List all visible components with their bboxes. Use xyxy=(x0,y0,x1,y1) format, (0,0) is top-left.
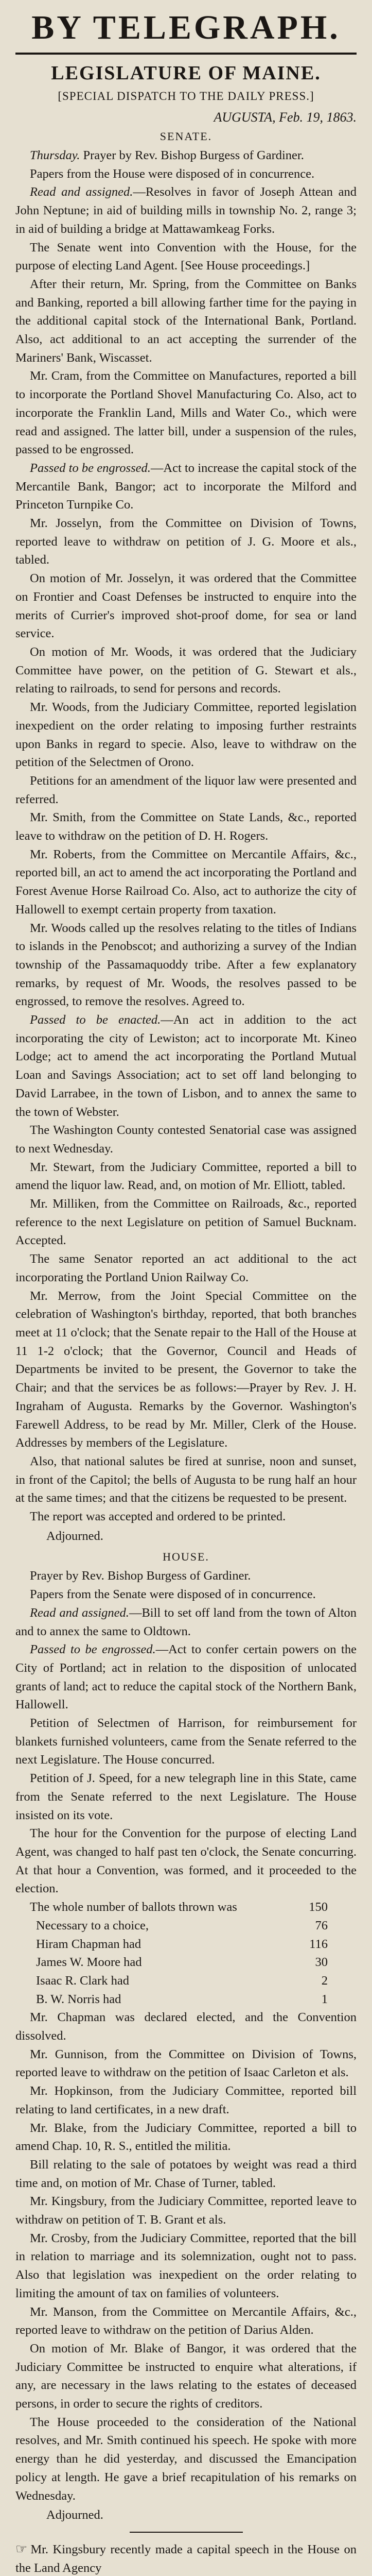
paragraph-text: Mr. Manson, from the Committee on Mercantile Affairs, &c., reported leave to withdraw on the petition of Darius Alden. xyxy=(15,2304,357,2337)
paragraph-text: On motion of Mr. Josselyn, it was ordered that the Committee on Frontier and Coast Defenses be instructed to enquire into the merits of Currier's improved shot-proof dome, for sea or land service. xyxy=(15,571,357,641)
paragraph-lead: Passed to be engrossed. xyxy=(30,461,151,475)
headline: LEGISLATURE OF MAINE. xyxy=(51,62,321,84)
proceedings-paragraph xyxy=(15,1769,357,1824)
paragraph-text: The Senate went into Convention with the House, for the purpose of electing Land Agent. [See House proceedings.] xyxy=(15,240,357,273)
proceedings-paragraph xyxy=(15,165,357,183)
proceedings-paragraph xyxy=(15,1121,357,1158)
pointing-hand-icon: ☞ xyxy=(15,2541,28,2556)
ballot-row xyxy=(15,1972,357,1990)
paragraph-text: Mr. Hopkinson, from the Judiciary Committee, reported bill relating to land certificates, in a new draft. xyxy=(15,2084,357,2116)
proceedings-paragraph xyxy=(15,367,357,459)
paragraph-text: Mr. Kingsbury, from the Judiciary Committee, reported leave to withdraw on petition of T. B. Grant et als. xyxy=(15,2194,357,2227)
proceedings-paragraph xyxy=(15,1195,357,1250)
paragraph-text: Prayer by Rev. Bishop Burgess of Gardiner. xyxy=(30,1569,251,1583)
ballot-row-label: Necessary to a choice, xyxy=(36,1918,149,1933)
house-proceedings-continued xyxy=(15,2008,357,2505)
paragraph-lead: Thursday. xyxy=(30,148,80,162)
paragraph-text: The Washington County contested Senatorial case was assigned to next Wednesday. xyxy=(15,1123,357,1156)
proceedings-paragraph xyxy=(15,183,357,238)
kingsbury-text: Mr. Kingsbury recently made a capital speech in the House on the Land Agency xyxy=(15,2543,357,2575)
ballot-row xyxy=(15,1953,357,1972)
dispatch-line: [SPECIAL DISPATCH TO THE DAILY PRESS.] xyxy=(58,90,314,103)
proceedings-paragraph xyxy=(15,1158,357,1195)
kingsbury-item xyxy=(15,2540,357,2576)
ballot-row-label: Isaac R. Clark had xyxy=(36,1973,129,1988)
proceedings-paragraph xyxy=(15,569,357,643)
ballot-row-label: James W. Moore had xyxy=(36,1955,142,1970)
paragraph-text: Mr. Crosby, from the Judiciary Committee, reported that the bill in relation to marriage and its solemnization, ought not to pass. Also that legislation was inexpedient on the order relating to limiting the amount of tax on families of volunteers. xyxy=(15,2231,357,2300)
proceedings-paragraph xyxy=(15,2192,357,2229)
proceedings-paragraph xyxy=(15,1452,357,1507)
proceedings-paragraph xyxy=(15,1640,357,1714)
paragraph-text: Mr. Blake, from the Judiciary Committee, reported a bill to amend Chap. 10, R. S., entitled the militia. xyxy=(15,2121,357,2154)
paragraph-text: The same Senator reported an act additional to the act incorporating the Portland Union Railway Co. xyxy=(15,1252,357,1284)
ballot-row-count: 30 xyxy=(315,1955,328,1970)
proceedings-paragraph xyxy=(15,643,357,698)
proceedings-paragraph xyxy=(15,2229,357,2303)
proceedings-paragraph xyxy=(15,1011,357,1121)
senate-proceedings xyxy=(15,146,357,1526)
proceedings-paragraph xyxy=(15,1287,357,1452)
proceedings-paragraph xyxy=(15,514,357,569)
senate-heading: SENATE. xyxy=(160,130,212,143)
paragraph-text: Mr. Cram, from the Committee on Manufactures, reported a bill to incorporate the Portland Shovel Manufacturing Co. Also, act to incorporate the Franklin Land, Mills and Water Co., which were read and assigned. The latter bill, under a suspension of the rules, passed to be engrossed. xyxy=(15,369,357,457)
house-proceedings xyxy=(15,1567,357,1898)
proceedings-paragraph xyxy=(15,772,357,808)
ballot-row-count: 2 xyxy=(321,1973,328,1988)
paragraph-text: The hour for the Convention for the purpose of electing Land Agent, was changed to half past ten o'clock, the Senate concurring. At that hour a Convention, was formed, and it proceeded to the election. xyxy=(15,1826,357,1896)
proceedings-paragraph xyxy=(15,2303,357,2340)
ballot-row-count: 1 xyxy=(321,1992,328,2006)
proceedings-paragraph xyxy=(15,2413,357,2505)
paragraph-text: Papers from the Senate were disposed of in concurrence. xyxy=(30,1587,316,1602)
paragraph-text: Mr. Josselyn, from the Committee on Division of Towns, reported leave to withdraw on petition of J. G. Moore et als., tabled. xyxy=(15,516,357,567)
ballot-row-label: B. W. Norris had xyxy=(36,1992,121,2006)
paragraph-text: Mr. Merrow, from the Joint Special Committee on the celebration of Washington's birthday, reported, that both branches meet at 11 o'clock; that the Senate repair to the Hall of the House at 11 1-2 o'clock; that the Governor, Council and Heads of Departments be invited to be present, the Governor to take the Chair; and that the services be as follows:—Prayer by Rev. J. H. Ingraham of Augusta. Remarks by the Governor. Washington's Farewell Address, to be read by Mr. Miller, Clerk of the House. Addresses by members of the Legislature. xyxy=(15,1289,357,1450)
proceedings-paragraph xyxy=(15,698,357,772)
paragraph-text: Mr. Stewart, from the Judiciary Committee, reported a bill to amend the liquor law. Read, and, on motion of Mr. Elliott, tabled. xyxy=(15,1160,357,1193)
ballot-row xyxy=(15,1935,357,1954)
paragraph-text: Mr. Milliken, from the Committee on Railroads, &c., reported reference to the next Legislature on petition of Samuel Bucknam. Accepted. xyxy=(15,1197,357,1248)
proceedings-paragraph xyxy=(15,2008,357,2045)
paragraph-text: Mr. Woods, from the Judiciary Committee, reported legislation inexpedient on the order relating to imposing further restraints upon Banks in regard to specie. Also, leave to withdraw on the petition of the Selectmen of Orono. xyxy=(15,700,357,770)
paragraph-lead: Read and assigned. xyxy=(30,1605,129,1620)
proceedings-paragraph xyxy=(15,2045,357,2082)
proceedings-paragraph xyxy=(15,1604,357,1640)
house-heading: HOUSE. xyxy=(163,1550,209,1564)
ballot-row-label: Hiram Chapman had xyxy=(36,1937,141,1951)
paragraph-text: —An act in addition to the act incorporating the city of Lewiston; act to incorporate Mt. Kineo Lodge; act to amend the act incorporating the Portland Mutual Loan and Savings Association; act to set off land belonging to David Larrabee, in the town of Lisbon, and to annex the same to the town of Webster. xyxy=(15,1013,357,1119)
ballot-total: 150 xyxy=(309,1900,328,1914)
paragraph-text: The House proceeded to the consideration of the National resolves, and Mr. Smith continued his speech. He spoke with more energy than he did yesterday, and discussed the Emancipation policy at length. He gave a brief recapitulation of his remarks on Wednesday. xyxy=(15,2415,357,2503)
paragraph-text: Also, that national salutes be fired at sunrise, noon and sunset, in front of the Capitol; the bells of Augusta to be rung half an hour at the same times; and that the citizens be requested to be present. xyxy=(15,1454,357,1505)
paragraph-text: Papers from the House were disposed of in concurrence. xyxy=(30,166,315,181)
paragraph-text: On motion of Mr. Blake of Bangor, it was ordered that the Judiciary Committee be instructed to enquire what alterations, if any, are necessary in the laws relating to the estates of deceased persons, in order to secure the rights of creditors. xyxy=(15,2341,357,2411)
paragraph-text: Mr. Woods called up the resolves relating to the titles of Indians to islands in the Penobscot; and authorizing a survey of the Indian township of the Passamaquoddy tribe. After a few explanatory remarks, by request of Mr. Woods, the resolves passed to be engrossed, to remove the resolves. Agreed to. xyxy=(15,921,357,1009)
masthead: BY TELEGRAPH. xyxy=(31,9,341,46)
proceedings-paragraph xyxy=(15,919,357,1011)
proceedings-paragraph xyxy=(15,275,357,367)
dateline: AUGUSTA, Feb. 19, 1863. xyxy=(214,110,357,125)
proceedings-paragraph xyxy=(15,1585,357,1604)
proceedings-paragraph xyxy=(15,2156,357,2192)
proceedings-paragraph xyxy=(15,845,357,919)
paragraph-text: —Resolves in favor of Joseph Attean and John Neptune; in aid of building mills in township No. 2, range 3; in aid of building a bridge at Mattawamkeag Forks. xyxy=(15,185,357,236)
paragraph-text: Mr. Roberts, from the Committee on Mercantile Affairs, &c., reported bill, an act to amend the act incorporating the Portland and Forest Avenue Horse Railroad Co. Also, act to authorize the city of Hallowell to exempt certain property from taxation. xyxy=(15,847,357,917)
paragraph-text: —Act to increase the capital stock of the Mercantile Bank, Bangor; act to incorporate the Milford and Princeton Turnpike Co. xyxy=(15,461,357,512)
ballot-intro: The whole number of ballots thrown was xyxy=(30,1900,237,1914)
proceedings-paragraph xyxy=(15,1250,357,1286)
ballot-total-row xyxy=(15,1898,357,1917)
ballot-tally xyxy=(15,1898,357,2008)
ballot-row-count: 116 xyxy=(309,1937,328,1951)
paragraph-text: Prayer by Rev. Bishop Burgess of Gardiner. xyxy=(80,148,304,162)
proceedings-paragraph xyxy=(15,1567,357,1585)
proceedings-paragraph xyxy=(15,146,357,165)
paragraph-text: The report was accepted and ordered to be printed. xyxy=(30,1510,286,1524)
ballot-row xyxy=(15,1990,357,2009)
masthead-rule xyxy=(15,53,357,55)
section-divider xyxy=(130,2532,243,2533)
paragraph-text: —Bill to set off land from the town of Alton and to annex the same to Oldtown. xyxy=(15,1605,357,1638)
paragraph-lead: Passed to be engrossed. xyxy=(30,1642,156,1657)
paragraph-text: —Act to confer certain powers on the City of Portland; act in relation to the disposition of unlocated grants of land; act to reduce the capital stock of the Northern Bank, Hallowell. xyxy=(15,1642,357,1712)
ballot-rows xyxy=(15,1917,357,2009)
paragraph-text: Petition of J. Speed, for a new telegraph line in this State, came from the Senate referred to the next Legislature. The House insisted on its vote. xyxy=(15,1771,357,1822)
paragraph-lead: Passed to be enacted. xyxy=(30,1013,161,1027)
proceedings-paragraph xyxy=(15,2119,357,2156)
paragraph-text: Mr. Chapman was declared elected, and the Convention dissolved. xyxy=(15,2010,357,2043)
paragraph-lead: Read and assigned. xyxy=(30,185,133,199)
kingsbury-paragraph xyxy=(15,2540,357,2576)
proceedings-paragraph xyxy=(15,808,357,845)
ballot-row xyxy=(15,1917,357,1935)
senate-adjourned: Adjourned. xyxy=(46,1529,103,1543)
paragraph-text: After their return, Mr. Spring, from the Committee on Banks and Banking, reported a bill allowing farther time for the paying in the additional capital stock of the International Bank, Portland. Also, act additional to an act accepting the surrender of the Mariners' Bank, Wiscasset. xyxy=(15,277,357,365)
proceedings-paragraph xyxy=(15,2082,357,2119)
proceedings-paragraph xyxy=(15,239,357,275)
proceedings-paragraph xyxy=(15,1714,357,1769)
paragraph-text: Bill relating to the sale of potatoes by weight was read a third time and, on motion of Mr. Chase of Turner, tabled. xyxy=(15,2157,357,2190)
proceedings-paragraph xyxy=(15,1824,357,1898)
proceedings-paragraph xyxy=(15,1507,357,1526)
paragraph-text: Petitions for an amendment of the liquor law were presented and referred. xyxy=(15,773,357,806)
ballot-row-count: 76 xyxy=(315,1918,328,1933)
house-adjourned: Adjourned. xyxy=(46,2508,103,2522)
paragraph-text: Mr. Gunnison, from the Committee on Division of Towns, reported leave to withdraw on the petition of Isaac Carleton et als. xyxy=(15,2047,357,2080)
paragraph-text: On motion of Mr. Woods, it was ordered that the Judiciary Committee have power, on the petition of G. Stewart et als., relating to railroads, to send for persons and records. xyxy=(15,645,357,696)
paragraph-text: Petition of Selectmen of Harrison, for reimbursement for blankets furnished volunteers, came from the Senate referred to the next Legislature. The House concurred. xyxy=(15,1716,357,1767)
proceedings-paragraph xyxy=(15,2340,357,2413)
proceedings-paragraph xyxy=(15,459,357,514)
paragraph-text: Mr. Smith, from the Committee on State Lands, &c., reported leave to withdraw on the petition of D. H. Rogers. xyxy=(15,810,357,843)
